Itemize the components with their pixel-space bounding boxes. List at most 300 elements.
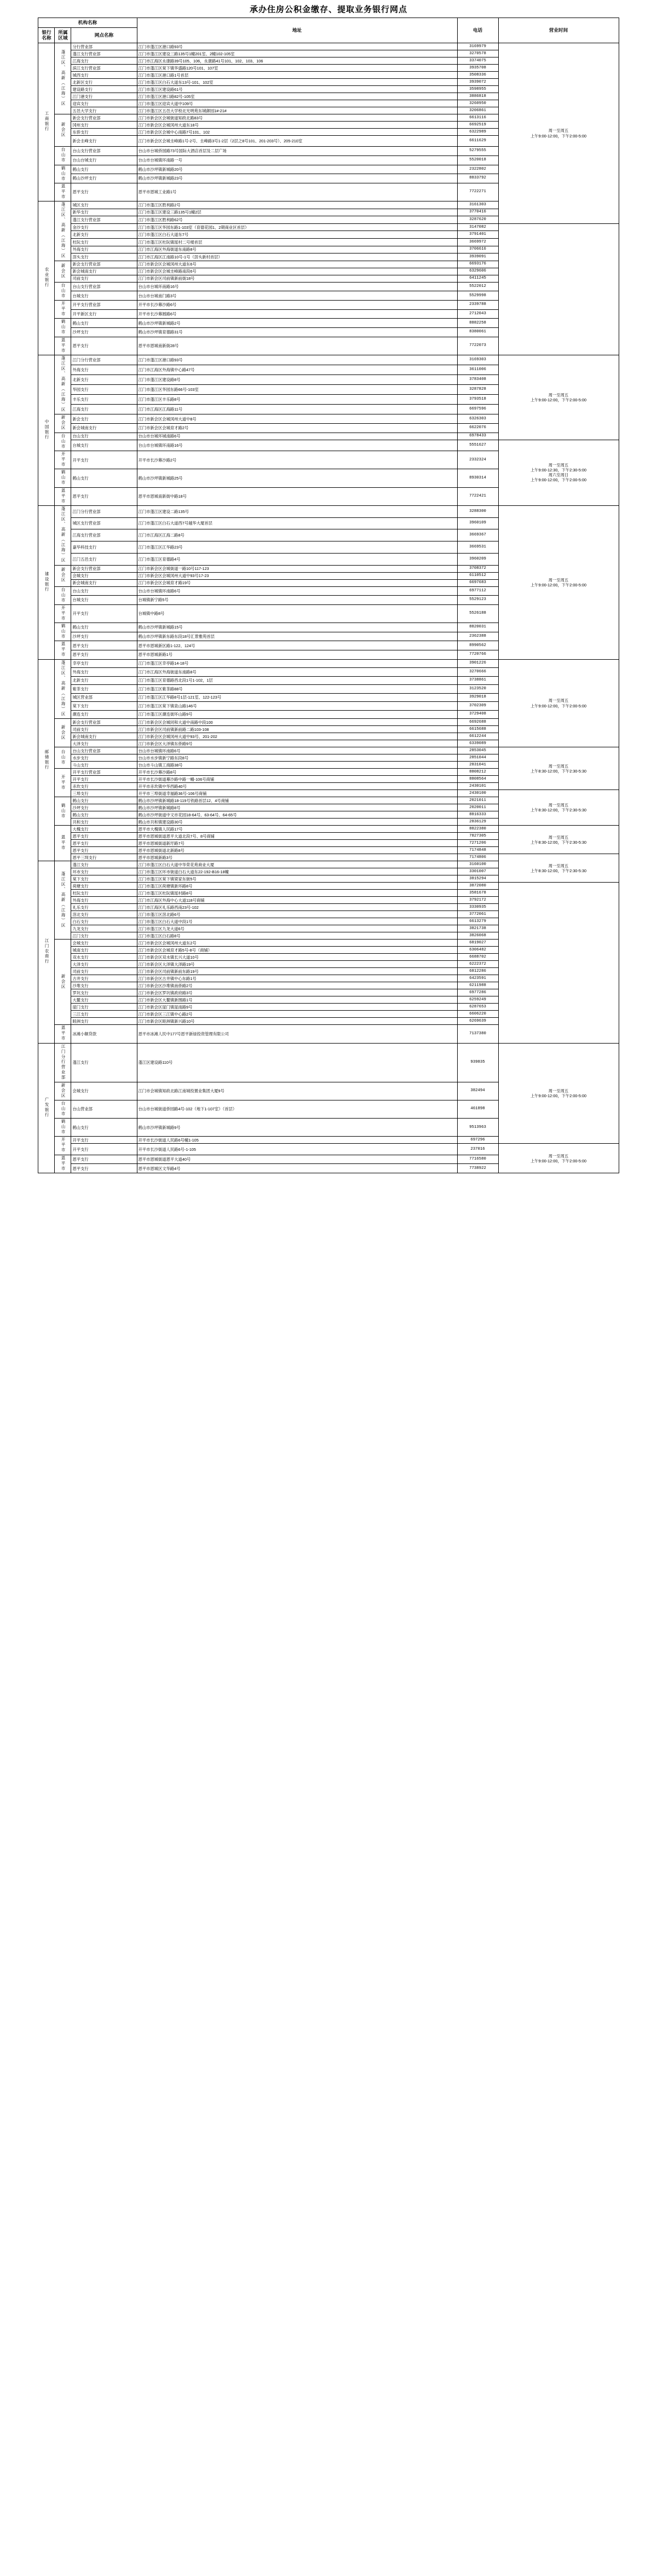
address-cell: 江门市蓬江区滘北路6号 [137, 911, 457, 918]
page-title: 承办住房公积金缴存、提取业务银行网点 [249, 5, 407, 14]
telephone-cell: 3738861 [457, 676, 498, 685]
address-cell: 江门市江海区江南路10号-1号（滘头新村首层） [137, 253, 457, 261]
address-cell: 鹤山市沙坪镇新东路东段18号汇景雅苑首层 [137, 632, 457, 641]
telephone-cell: 6211988 [457, 982, 498, 989]
telephone-cell: 6222372 [457, 961, 498, 968]
telephone-cell: 6812286 [457, 968, 498, 975]
telephone-cell: 8930314 [457, 469, 498, 487]
address-cell: 江门市蓬江区白石大道西7号越华大厦首层 [137, 517, 457, 529]
address-cell: 江门市蓬江区环市街道白石大道东22-192-B16-18幢 [137, 868, 457, 875]
telephone-cell: 6692519 [457, 122, 498, 129]
region-label: 新会区 [61, 415, 66, 431]
table-row [38, 1043, 619, 1082]
telephone-cell: 6977112 [457, 586, 498, 596]
region-label: 台山市 [61, 283, 66, 298]
branch-name-cell: 赤坎支行 [71, 783, 137, 790]
telephone-cell: 3939091 [457, 253, 498, 261]
address-cell: 江门市蓬江区建设二路135号 [137, 505, 457, 517]
business-hours-line: 周一至周五 [548, 698, 569, 704]
telephone-cell: 3160100 [457, 861, 498, 868]
address-cell: 江门市蓬江区建设路8号 [137, 375, 457, 385]
branch-name-cell: 新会支行营业部 [71, 565, 137, 572]
business-hours-cell [498, 747, 619, 790]
telephone-cell: 2836129 [457, 819, 498, 826]
branch-name-cell: 恩平支行 [71, 641, 137, 650]
business-hours-line: 周一至周五 [548, 1088, 569, 1093]
branch-name-cell: 斗山支行 [71, 762, 137, 769]
address-cell: 江门市新会区会城育才路2号 [137, 424, 457, 433]
region-label: 鹤山市 [61, 1119, 66, 1135]
business-hours-line: 上午9:00-12:00，下午2:00-5:00 [530, 133, 587, 139]
address-cell: 江门市江海区外海中心大道118号商铺 [137, 897, 457, 904]
address-cell: 台城镇中路8号 [137, 604, 457, 623]
branch-name-cell: 鹤山支行 [71, 165, 137, 174]
region-label: 鹤山市 [61, 165, 66, 181]
telephone-cell: 2430101 [457, 783, 498, 790]
table-row [38, 1004, 619, 1011]
region-label: 鹤山市 [61, 319, 66, 335]
region-label: 新会区 [61, 263, 66, 279]
table-row [38, 291, 619, 301]
telephone-cell: 2339788 [457, 300, 498, 309]
address-cell: 恩平市冰滩人民中177号恩平新绿投资管理有限公司 [137, 1025, 457, 1043]
address-cell: 江门市蓬江区江华路8号1层-121室、122-123号 [137, 693, 457, 702]
branch-name-cell: 开平支行 [71, 1144, 137, 1155]
address-cell: 开平市长沙幕沙路2号 [137, 451, 457, 469]
branch-name-cell: 恩平三圳支行 [71, 854, 137, 861]
branch-name-cell: 蓬江支行 [71, 1043, 137, 1082]
table-row [38, 996, 619, 1004]
table-row [38, 947, 619, 954]
table-row [38, 954, 619, 961]
table-row [38, 327, 619, 337]
region-cell [55, 1155, 71, 1173]
bank-name-label: 工商银行 [44, 111, 50, 132]
branch-name-cell: 江门分行营业部 [71, 505, 137, 517]
branch-name-cell: 丰乐支行 [71, 395, 137, 405]
branch-name-cell: 外海支行 [71, 897, 137, 904]
address-cell: 江门市新会区崖门镇崖南路9号 [137, 1004, 457, 1011]
branch-name-cell: 江海支行 [71, 405, 137, 414]
table-row [38, 1144, 619, 1155]
branch-name-cell: 外海支行 [71, 668, 137, 677]
bank-name-label: 农业银行 [44, 267, 50, 288]
address-cell: 江门市新会区睦洲镇新兴路10号 [137, 1018, 457, 1025]
region-cell [55, 261, 71, 282]
address-cell: 江门市江海区江海路11号 [137, 405, 457, 414]
branch-name-cell: 开平支行 [71, 1137, 137, 1144]
telephone-cell: 2712043 [457, 309, 498, 319]
branch-name-cell: 恩平支行 [71, 1164, 137, 1173]
region-cell [55, 1025, 71, 1043]
address-cell: 江门市会城镇知政北路江南城投置业集团大厦9号 [137, 1082, 457, 1100]
branch-name-cell: 建设路支行 [71, 86, 137, 93]
branch-name-cell: 江门支行 [71, 932, 137, 940]
branch-name-cell: 鹤山支行 [71, 623, 137, 632]
branch-name-cell: 共和支行 [71, 819, 137, 826]
address-cell: 江门市蓬江区建设三路135号1幢201室、2幢102-105室 [137, 50, 457, 57]
branch-name-cell: 杜阮支行 [71, 238, 137, 246]
table-row [38, 1018, 619, 1025]
telephone-cell: 8808212 [457, 769, 498, 776]
branch-name-cell: 恩平支行 [71, 337, 137, 355]
bank-name-cell [38, 861, 55, 1043]
address-cell: 江门市蓬江区棠下镇华盛路120号101、107室 [137, 65, 457, 72]
telephone-cell: 3935708 [457, 65, 498, 72]
branch-name-cell: 崖门支行 [71, 1004, 137, 1011]
telephone-cell: 939835 [457, 1043, 498, 1082]
telephone-cell: 2853045 [457, 747, 498, 754]
header-institution-group: 机构名称 [38, 18, 137, 28]
branch-name-cell: 三埠支行 [71, 790, 137, 797]
address-cell: 江门市新会区会城中心南路7号101、102 [137, 129, 457, 136]
address-cell: 江门市新会区会城冈州大道中8号 [137, 414, 457, 424]
branch-name-cell: 紫茶支行 [71, 685, 137, 694]
business-hours-line: 周一至周五 [548, 863, 569, 868]
branch-name-cell: 大泽支行 [71, 740, 137, 747]
telephone-cell: 3123520 [457, 685, 498, 694]
address-cell: 恩平市恩城区文华路4号 [137, 1164, 457, 1173]
address-cell: 江门市蓬江区幸亭路14-18号 [137, 659, 457, 668]
telephone-cell: 5526188 [457, 604, 498, 623]
telephone-cell: 237016 [457, 1144, 498, 1155]
telephone-cell: 2362388 [457, 632, 498, 641]
address-cell: 江门市新会区司前镇新前东路19号 [137, 968, 457, 975]
telephone-cell: 3508336 [457, 72, 498, 79]
telephone-cell: 8990562 [457, 641, 498, 650]
header-business-hours: 营业时间 [498, 18, 619, 43]
region-label: 蓬江区、高新（江海）区 [61, 202, 66, 259]
branch-name-cell: 棠下支行 [71, 702, 137, 711]
branch-name-cell: 双水支行 [71, 954, 137, 961]
telephone-cell: 6613279 [457, 918, 498, 925]
table-row [38, 253, 619, 261]
table-row [38, 440, 619, 451]
region-cell [55, 414, 71, 433]
telephone-cell: 6978433 [457, 433, 498, 440]
business-hours-cell [498, 440, 619, 505]
branch-name-cell: 台山台城支行 [71, 155, 137, 165]
branch-name-cell: 环市支行 [71, 868, 137, 875]
address-cell: 恩平市恩城街道新圩路7号 [137, 840, 457, 847]
address-cell: 鹤山市沙坪镇新城路2号 [137, 319, 457, 328]
region-cell [55, 565, 71, 586]
address-cell: 鹤山市沙坪镇育德路31号 [137, 327, 457, 337]
region-cell [55, 604, 71, 623]
branch-name-cell: 新会圭峰支行 [71, 136, 137, 147]
branch-name-cell: 迎宾支行 [71, 100, 137, 107]
region-cell [55, 201, 71, 261]
business-hours-line: 周一至周五 [548, 577, 569, 583]
table-row [38, 261, 619, 268]
table-row [38, 883, 619, 890]
region-label: 新会区 [61, 973, 66, 989]
address-cell: 江门市江海区江海二路8号 [137, 529, 457, 541]
telephone-cell: 6259249 [457, 996, 498, 1004]
branch-name-cell: 沙坪支行 [71, 804, 137, 811]
address-cell: 江门市蓬江区育德路4号 [137, 553, 457, 565]
telephone-cell: 3783408 [457, 375, 498, 385]
telephone-cell: 3669531 [457, 541, 498, 554]
branch-name-cell: 礼乐支行 [71, 904, 137, 911]
address-cell: 江门市新会区古井镇中心东路1号 [137, 975, 457, 982]
branch-name-cell: 台城支行 [71, 291, 137, 301]
branch-name-cell: 大泽支行 [71, 961, 137, 968]
branch-name-cell: 水步支行 [71, 754, 137, 762]
table-row [38, 659, 619, 668]
table-row [38, 309, 619, 319]
branch-name-cell: 蓬江支行营业部 [71, 216, 137, 224]
address-cell: 开平市长沙幕沙路6号 [137, 300, 457, 309]
branch-name-cell: 台山支行 [71, 586, 137, 596]
region-cell [55, 487, 71, 505]
address-cell: 江门市江海区外海镇中心路47号 [137, 365, 457, 374]
address-cell: 鹤山市沙坪镇新城路8号 [137, 804, 457, 811]
page-root [0, 0, 657, 1173]
table-row [38, 747, 619, 754]
telephone-cell: 2831041 [457, 762, 498, 769]
telephone-cell: 2332324 [457, 451, 498, 469]
telephone-cell: 6622076 [457, 424, 498, 433]
telephone-cell: 6692688 [457, 719, 498, 726]
address-cell: 恩平市恩城街道恩平大道北段7号、8号商铺 [137, 833, 457, 840]
branch-name-cell: 开平支行 [71, 604, 137, 623]
region-cell [55, 433, 71, 451]
table-row [38, 337, 619, 355]
branch-name-cell: 司前支行 [71, 726, 137, 733]
bank-name-cell [38, 505, 55, 659]
address-cell: 江门市蓬江区港口路1号首层 [137, 72, 457, 79]
bank-name-cell [38, 659, 55, 861]
region-cell [55, 719, 71, 747]
address-cell: 鹤山市共和镇建设路30号 [137, 819, 457, 826]
region-label: 台山市 [61, 1100, 66, 1117]
address-cell: 开平市长沙街道人民路6号-1-105 [137, 1144, 457, 1155]
branch-name-cell: 江海支行 [71, 57, 137, 65]
region-cell [55, 337, 71, 355]
table-row [38, 918, 619, 925]
telephone-cell: 3611006 [457, 365, 498, 374]
region-label: 恩平市 [61, 1155, 66, 1171]
telephone-cell: 2430100 [457, 790, 498, 797]
branch-name-cell: 台山支行营业部 [71, 282, 137, 291]
branch-name-cell: 恩平支行 [71, 650, 137, 660]
address-cell: 台山市斗山镇工商路38号 [137, 762, 457, 769]
region-label: 恩平市 [61, 642, 66, 658]
region-cell [55, 769, 71, 797]
telephone-cell: 5551627 [457, 440, 498, 451]
branch-name-cell: 城西支行 [71, 72, 137, 79]
bank-name-label: 建设银行 [44, 572, 50, 592]
header-bank-name: 银行名称 [38, 27, 55, 43]
branch-name-cell: 东侨支行 [71, 129, 137, 136]
header-row-group [38, 18, 619, 28]
table-row [38, 961, 619, 968]
telephone-cell: 3287620 [457, 216, 498, 224]
address-cell: 江门市蓬江区杜阮镇瑶村二号楼首层 [137, 238, 457, 246]
address-cell: 江门市蓬江区港口路93号 [137, 43, 457, 50]
address-cell: 台山市台城侨园路73号国际大酒店首层及二层广场 [137, 147, 457, 156]
region-cell [55, 1043, 71, 1082]
address-cell: 台山市台城南门路3号 [137, 291, 457, 301]
header-region: 所属区域 [55, 27, 71, 43]
region-cell [55, 586, 71, 604]
branch-name-cell: 江门港支行 [71, 93, 137, 100]
address-cell: 江门市蓬江区紫茶路88号 [137, 685, 457, 694]
branch-name-cell: 古井支行 [71, 975, 137, 982]
address-cell: 恩平市恩城新路3号 [137, 854, 457, 861]
branch-name-cell: 城区支行 [71, 201, 137, 209]
telephone-cell: 8833792 [457, 174, 498, 183]
telephone-cell: 3886818 [457, 93, 498, 100]
address-cell: 台城镇新宁路5号 [137, 596, 457, 605]
address-cell: 江门市新会区会城冈州大道中93号、201-202 [137, 733, 457, 740]
branch-name-cell: 开平新区支行 [71, 309, 137, 319]
region-cell [55, 114, 71, 147]
table-row [38, 1011, 619, 1018]
address-cell: 开平市三埠街道幸福路36号-106号商铺 [137, 790, 457, 797]
business-hours-cell [498, 659, 619, 747]
address-cell: 江门市新会区三江镇中心路2号 [137, 1011, 457, 1018]
branch-name-cell: 新会支行 [71, 414, 137, 424]
telephone-cell: 697296 [457, 1137, 498, 1144]
telephone-cell: 6411245 [457, 275, 498, 282]
region-label: 台山市 [61, 587, 66, 603]
telephone-cell: 3260950 [457, 100, 498, 107]
branch-name-cell: 开平支行营业部 [71, 769, 137, 776]
table-row [38, 300, 619, 309]
address-cell: 江门市江海区永康路39号105、106，永康路41号101、102、103、106 [137, 57, 457, 65]
telephone-cell: 6613116 [457, 114, 498, 122]
telephone-cell: 5522012 [457, 282, 498, 291]
address-cell: 江门市蓬江区建设路61号 [137, 86, 457, 93]
address-cell: 江门市蓬江区白石大道东13号-101、102室 [137, 79, 457, 86]
address-cell: 江门市蓬江区五邑大学校北光明苑东城御园1#-21# [137, 107, 457, 114]
region-cell [55, 319, 71, 337]
address-cell: 台山市台城镇环南路6号 [137, 747, 457, 754]
telephone-cell: 3270578 [457, 50, 498, 57]
region-label: 蓬江区、高新（江海）区 [61, 49, 66, 107]
region-label: 蓬江区、高新（江海）区 [61, 506, 66, 563]
branch-name-cell: 沙堆支行 [71, 982, 137, 989]
branch-name-cell: 会城支行 [71, 1082, 137, 1100]
telephone-cell: 7722271 [457, 183, 498, 201]
region-label: 恩平市 [61, 337, 66, 353]
telephone-cell: 3939072 [457, 79, 498, 86]
branch-name-cell: 开平支行 [71, 451, 137, 469]
region-label: 江门分行营业部 [61, 1044, 66, 1080]
address-cell: 台山市台城镇环南路6号 [137, 586, 457, 596]
branch-name-cell: 鹤山支行 [71, 797, 137, 804]
telephone-cell: 7137380 [457, 1025, 498, 1043]
address-cell: 开平市长沙幕圆路6号 [137, 309, 457, 319]
address-cell: 江门市新会区大泽镇东侨路9号 [137, 740, 457, 747]
region-label: 开平市 [61, 774, 66, 790]
address-cell: 鹤山市沙坪镇新城路20号 [137, 165, 457, 174]
address-cell: 江门市新会区会城街道知政北路83号 [137, 114, 457, 122]
branch-name-cell: 蓬江支行营业部 [71, 50, 137, 57]
table-row [38, 854, 619, 861]
table-row [38, 223, 619, 231]
telephone-cell: 3702309 [457, 702, 498, 711]
table-row [38, 1025, 619, 1043]
region-cell [55, 165, 71, 183]
branch-name-cell: 会城支行 [71, 572, 137, 579]
telephone-cell: 6423591 [457, 975, 498, 982]
business-hours-line: 上午8:30-12:00，下午2:30-5:30 [530, 839, 587, 845]
address-cell: 江门市蓬江区九龙大道6号 [137, 925, 457, 932]
telephone-cell: 3708372 [457, 565, 498, 572]
branch-name-cell: 鹤山支行 [71, 811, 137, 819]
region-cell [55, 355, 71, 414]
business-hours-line: 上午9:00-12:00，下午2:00-5:00 [530, 477, 587, 483]
branch-name-cell: 城南支行 [71, 947, 137, 954]
business-hours-line: 周一至周五 [548, 834, 569, 840]
region-cell [55, 451, 71, 469]
bank-name-label: 中国银行 [44, 419, 50, 440]
address-cell: 江门市蓬江区建设三路135号1幢2层 [137, 209, 457, 216]
telephone-cell: 3581678 [457, 890, 498, 897]
address-cell: 开平市长沙幕沙路8号 [137, 769, 457, 776]
telephone-cell: 3901226 [457, 659, 498, 668]
region-cell [55, 183, 71, 201]
telephone-cell: 3374075 [457, 57, 498, 65]
address-cell: 江门市新会区会城同和大道中南路中段100 [137, 719, 457, 726]
address-cell: 鹤山市沙坪镇新城路23号 [137, 174, 457, 183]
business-hours-line: 上午9:00-12:00，下午2:00-5:00 [530, 1158, 587, 1163]
table-row [38, 925, 619, 932]
telephone-cell: 3169303 [457, 355, 498, 365]
address-cell: 江门市江海区礼乐路西南23号-102 [137, 904, 457, 911]
telephone-cell: 8816333 [457, 811, 498, 819]
telephone-cell: 5529123 [457, 596, 498, 605]
telephone-cell: 6688702 [457, 954, 498, 961]
branch-name-cell: 新会城南支行 [71, 733, 137, 740]
region-label: 台山市 [61, 433, 66, 449]
telephone-cell: 3872080 [457, 883, 498, 890]
address-cell: 江门市蓬江区江华路23号 [137, 541, 457, 554]
address-cell: 蓬江区建设路110号 [137, 1043, 457, 1082]
branch-name-cell: 新会城南支行 [71, 268, 137, 275]
address-cell: 江门市新会区会城育才路19号 [137, 579, 457, 586]
address-cell: 江门市蓬江区迎宾大道中109号 [137, 100, 457, 107]
address-cell: 恩平市恩城工业路1号 [137, 183, 457, 201]
telephone-cell: 3287828 [457, 385, 498, 395]
address-cell: 江门市新会区会城冈州大道东18号 [137, 122, 457, 129]
business-hours-cell [498, 505, 619, 659]
telephone-cell: 6819027 [457, 940, 498, 947]
address-cell: 鹤山市沙坪镇新城路25号 [137, 469, 457, 487]
telephone-cell: 2021011 [457, 797, 498, 804]
branch-name-cell: 滘头支行 [71, 253, 137, 261]
telephone-cell: 6329606 [457, 268, 498, 275]
region-cell [55, 300, 71, 318]
branch-name-cell: 恩平支行 [71, 840, 137, 847]
address-cell: 江门市新会区会城圭峰路南段6号 [137, 268, 457, 275]
telephone-cell: 7716580 [457, 1155, 498, 1164]
address-cell: 江门市新会区双水镇长兴大道10号 [137, 954, 457, 961]
telephone-cell: 7738922 [457, 1164, 498, 1173]
region-cell [55, 43, 71, 114]
business-hours-line: 周一至周五 [548, 1153, 569, 1159]
table-row [38, 275, 619, 282]
address-cell: 江门市蓬江区荷塘镇新环路8号 [137, 883, 457, 890]
branch-name-cell: 城区支行营业部 [71, 517, 137, 529]
business-hours-line: 周一至周五 [548, 392, 569, 397]
address-cell: 江门市新会区会城冈州大道东6号 [137, 261, 457, 268]
branch-name-cell: 荷塘支行 [71, 883, 137, 890]
region-cell [55, 1119, 71, 1137]
